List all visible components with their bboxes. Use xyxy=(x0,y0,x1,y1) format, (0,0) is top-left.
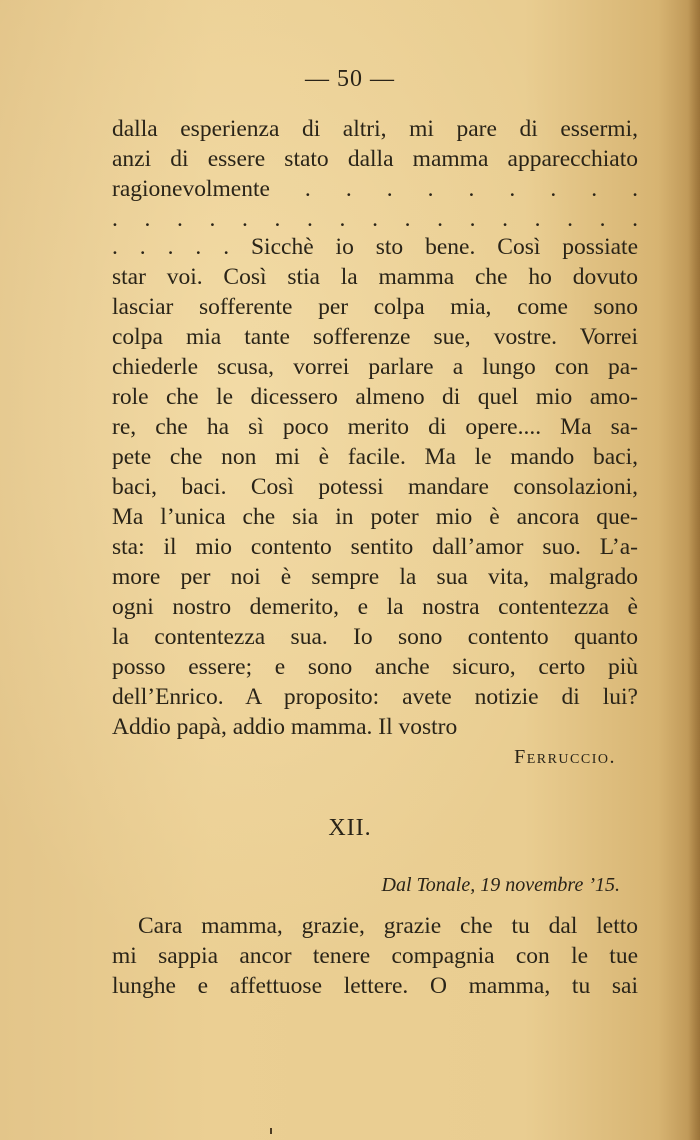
text-line: ragionevolmente . . . . . . . . . xyxy=(112,176,638,202)
text-line: Cara mamma, grazie, grazie che tu dal letto xyxy=(138,913,638,939)
text-line: role che le dicessero almeno di quel mio amo- xyxy=(112,384,638,410)
page-number: — 50 — xyxy=(305,66,395,92)
text-line: ogni nostro demerito, e la nostra contentezza è xyxy=(112,594,638,620)
letter-paragraph-1 xyxy=(112,114,638,234)
letter-paragraph-3 xyxy=(112,911,638,1001)
section-number: XII. xyxy=(328,815,372,841)
text-line: baci, baci. Così potessi mandare consolazioni, xyxy=(112,474,638,500)
text-line: anzi di essere stato dalla mamma apparecchiato xyxy=(112,146,638,172)
text-line: mi sappia ancor tenere compagnia con le tue xyxy=(112,943,638,969)
text-line: chiederle scusa, vorrei parlare a lungo con pa- xyxy=(112,354,638,380)
text-line: dell’Enrico. A proposito: avete notizie di lui? xyxy=(112,684,638,710)
page-edge-shadow xyxy=(688,0,700,1140)
text-line: Ma l’unica che sia in poter mio è ancora que- xyxy=(112,504,638,530)
text-line: more per noi è sempre la sua vita, malgrado xyxy=(112,564,638,590)
text-line: colpa mia tante sofferenze sue, vostre. Vorrei xyxy=(112,324,638,350)
letter-signature: Ferruccio. xyxy=(514,746,616,768)
text-line: . . . . . Sicchè io sto bene. Così possiate xyxy=(112,234,638,260)
text-line: lasciar sofferente per colpa mia, come sono xyxy=(112,294,638,320)
text-line: posso essere; e sono anche sicuro, certo più xyxy=(112,654,638,680)
text-line: lunghe e affettuose lettere. O mamma, tu sai xyxy=(112,973,638,999)
text-line: star voi. Così stia la mamma che ho dovuto xyxy=(112,264,638,290)
text-line: sta: il mio contento sentito dall’amor suo. L’a- xyxy=(112,534,638,560)
text-line: Addio papà, addio mamma. Il vostro xyxy=(112,714,458,740)
letter-paragraph-2 xyxy=(112,232,638,742)
letter-dateline: Dal Tonale, 19 novembre ’15. xyxy=(381,874,620,896)
text-line: dalla esperienza di altri, mi pare di essermi, xyxy=(112,116,638,142)
ink-spot xyxy=(270,1128,272,1134)
text-line: re, che ha sì poco merito di opere.... Ma sa- xyxy=(112,414,638,440)
text-line: la contentezza sua. Io sono contento quanto xyxy=(112,624,638,650)
text-line: pete che non mi è facile. Ma le mando baci, xyxy=(112,444,638,470)
ellipsis-line: . . . . . . . . . . . . . . . . . xyxy=(112,206,638,232)
